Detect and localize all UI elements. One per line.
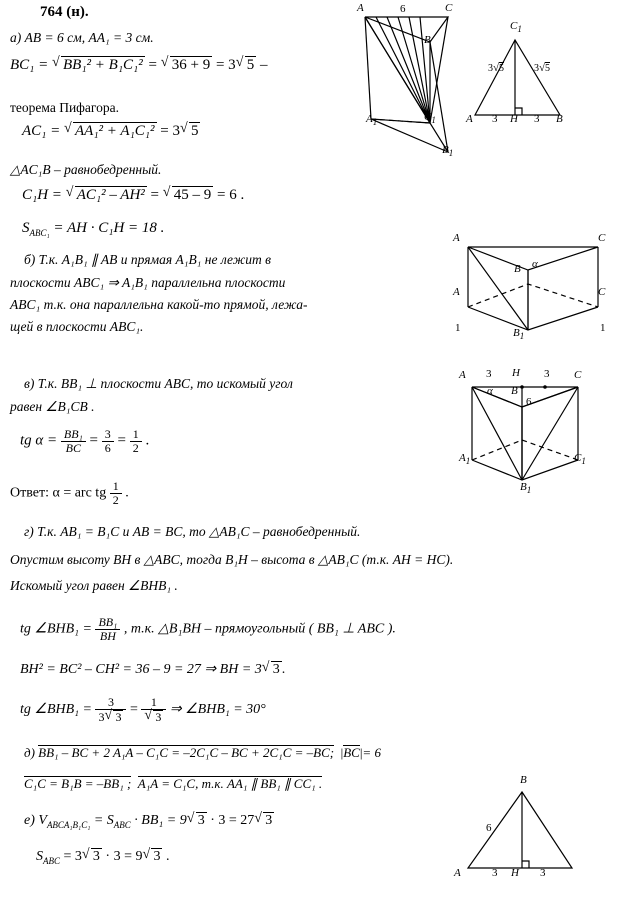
fig5-label-3-left: 3 xyxy=(492,867,498,879)
line-a4: AC₁ = √ AA₁² + A₁C₁² = 3 √ 5 xyxy=(22,122,200,140)
fig2-label-A: A xyxy=(466,113,473,125)
sqrt-expr: √ 3 xyxy=(187,812,207,829)
fig4-label-6: 6 xyxy=(526,396,532,408)
fig3-label-C-lower: C xyxy=(598,286,606,298)
fraction: $\frac{\text{BB₁}}{BH}$ xyxy=(95,616,120,642)
fig2-label-3root5-right: 3√5 xyxy=(534,62,551,74)
fig5-label-B: B xyxy=(520,774,527,786)
fig4-label-H: H xyxy=(512,367,520,379)
line-v4-answer: Ответ: α = arc tg $\frac{1}{2}$ . xyxy=(10,479,129,507)
fraction: $\frac{\text{BB₁}}{BC}$ xyxy=(61,428,86,454)
fig3-label-C: C xyxy=(598,232,606,244)
fig2-label-H: H xyxy=(510,113,518,125)
line-b1: б) Т.к. A₁B₁ ∥ AB и прямая A₁B₁ не лежит в xyxy=(24,252,271,267)
fig3-label-B: B xyxy=(514,263,521,275)
page-title: 764 (н). xyxy=(40,4,89,20)
fig1-label-6: 6 xyxy=(400,3,406,15)
line-g4: tg ∠BHB₁ = $\frac{\text{BB₁}}{BH}$ , т.к. △B₁BH – прямоугольный ( BB₁ ⊥ ABC ). xyxy=(20,615,396,643)
fig3-label-B1: $B_1$ xyxy=(513,327,525,342)
fig2-label-C1: $C_1$ xyxy=(510,20,522,35)
line-b3: ABC₁ т.к. она параллельна какой-то прямой, лежа- xyxy=(10,297,308,312)
fraction: $\frac{1}{2}$ xyxy=(110,480,122,506)
sqrt-expr: √ 5 xyxy=(236,56,257,74)
line-e2: $S_{ABC} = 3$ √ 3 · 3 = 9 √ 3 . xyxy=(36,848,169,866)
fig3-label-1-left: 1 xyxy=(455,322,461,334)
item-a-label: а) AB = 6 см, AA₁ = 3 см. xyxy=(10,30,154,45)
sqrt-expr: √ 3 xyxy=(144,710,163,724)
sqrt-expr: √ 5 xyxy=(180,122,201,140)
fig3-label-alpha: α xyxy=(532,258,538,270)
figure-prism-alpha xyxy=(450,230,620,345)
sqrt-expr: √ AC₁² – AH² xyxy=(66,186,147,204)
line-g6: tg ∠BHB₁ = $\frac{3}{3 √ 3}$ = 1 √ 3 ⇒ ∠BHB₁ = 30° xyxy=(20,696,266,723)
fig3-label-1-right: 1 xyxy=(600,322,606,334)
line-d2: C₁C = B₁B = –BB₁ ; A₁A = C₁C, т.к. AA₁ ∥ BB₁ ∥ CC₁ . xyxy=(24,776,323,791)
fraction: $\frac{3}{6}$ xyxy=(102,428,114,454)
fraction: $\frac{3}{3 √ 3}$ xyxy=(95,696,126,723)
line-a7: $S_{ABC_1}$ = AH · C₁H = 18 . xyxy=(22,220,165,238)
fig4-label-3-left: 3 xyxy=(486,368,492,380)
sqrt-expr: √ 36 + 9 xyxy=(161,56,212,74)
fig3-label-A-lower: A xyxy=(453,286,460,298)
fig2-label-3root5-left: 3√5 xyxy=(488,62,505,74)
fig4-label-B: B xyxy=(511,385,518,397)
line-a6: C₁H = √ AC₁² – AH² = √ 45 – 9 = 6 . xyxy=(22,186,244,204)
line-a3: теорема Пифагора. xyxy=(10,100,119,115)
line-g2: Опустим высоту BH в △ABC, тогда B₁H – высота в △AB₁C (т.к. AH = HC). xyxy=(10,552,454,567)
line-b2: плоскости ABC₁ ⇒ A₁B₁ параллельна плоскости xyxy=(10,275,286,290)
fig4-label-alpha: α xyxy=(487,385,493,397)
fig1-label-A: A xyxy=(357,2,364,14)
line-g5: BH² = BC² – CH² = 36 – 9 = 27 ⇒ BH = 3 √ 3 . xyxy=(20,661,285,678)
fig4-label-A: A xyxy=(459,369,466,381)
fig3-label-A: A xyxy=(453,232,460,244)
fig2-label-3b: 3 xyxy=(534,113,540,125)
fraction: 1 √ 3 xyxy=(141,696,166,723)
fig4-label-B1: $B_1$ xyxy=(520,481,532,496)
sqrt-expr: √ 3 xyxy=(262,661,282,678)
line-v2: равен ∠B₁CB . xyxy=(10,399,95,414)
sqrt-expr: √ AA₁² + A₁C₁² xyxy=(64,122,156,140)
sqrt-expr: √ 45 – 9 xyxy=(163,186,214,204)
fig4-label-3-right: 3 xyxy=(544,368,550,380)
sqrt-expr: √ BB₁² + B₁C₁² xyxy=(52,56,145,74)
sqrt-expr: √ 3 xyxy=(104,710,123,724)
fig5-label-6: 6 xyxy=(486,822,492,834)
line-e1: е) $V_{ABCA_1B_1C_1} = S_{ABC} \cdot BB_1 = 9$ √ 3 · 3 = 27 √ 3 xyxy=(24,812,274,830)
sqrt-expr: √ 3 xyxy=(142,848,162,865)
sqrt-expr: √ 3 xyxy=(82,848,102,865)
line-d1: д) BB₁ – BC + 2 A₁A – C₁C = –2C₁C – BC + 2C₁C = –BC; |BC|= 6 xyxy=(24,745,381,760)
line-a2: BC₁ = √ BB₁² + B₁C₁² = √ 36 + 9 = 3 √ 5 – xyxy=(10,56,267,74)
fig4-label-C: C xyxy=(574,369,582,381)
fig4-label-A1: $A_1$ xyxy=(459,452,471,467)
line-g3: Искомый угол равен ∠BHB₁ . xyxy=(10,578,178,593)
fig2-label-3a: 3 xyxy=(492,113,498,125)
fig1-label-B1: $B_1$ xyxy=(442,144,454,159)
fig5-label-H: H xyxy=(511,867,519,879)
fig5-label-A: A xyxy=(454,867,461,879)
fig4-label-C1: $C_1$ xyxy=(574,452,586,467)
line-g1: г) Т.к. AB₁ = B₁C и AB = BC, то △AB₁C – равнобедренный. xyxy=(24,524,361,539)
fig1-label-C: C xyxy=(445,2,453,14)
sqrt-expr: √ 3 xyxy=(254,812,274,829)
fig1-label-A1: $A_1$ xyxy=(366,113,378,128)
fraction: $\frac{1}{2}$ xyxy=(130,428,142,454)
fig5-label-3-right: 3 xyxy=(540,867,546,879)
line-v1: в) Т.к. BB₁ ⊥ плоскости ABC, то искомый угол xyxy=(24,376,293,391)
figure-prism-medians xyxy=(450,365,620,500)
line-v3: tg α = $\frac{\text{BB₁}}{BC}$ = $\frac{3}{6}$ = $\frac{1}{2}$ . xyxy=(20,427,150,455)
fig1-label-C1: $C_1$ xyxy=(424,111,436,126)
fig1-label-B: B xyxy=(424,34,431,46)
line-b4: щей в плоскости ABC₁. xyxy=(10,319,144,334)
line-a5: △AC₁B – равнобедренный. xyxy=(10,162,162,177)
fig2-label-B: B xyxy=(556,113,563,125)
